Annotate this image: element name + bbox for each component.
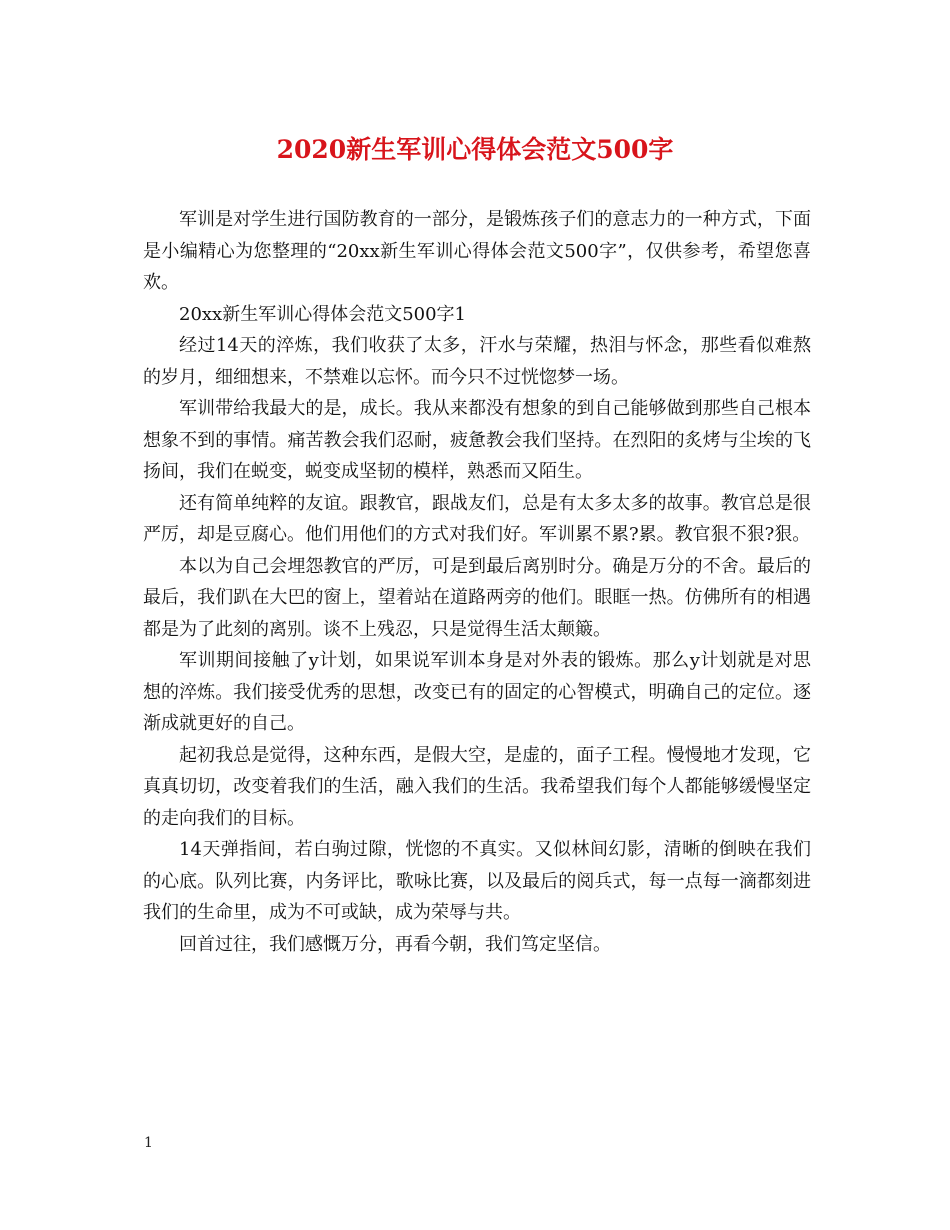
paragraph: 本以为自己会埋怨教官的严厉，可是到最后离别时分。确是万分的不舍。最后的最后，我们趴在大巴的窗上，望着站在道路两旁的他们。眼眶一热。仿佛所有的相遇都是为了此刻的离别。谈不上残忍，只是觉得生活太颠簸。: [143, 555, 811, 640]
paragraph: 军训期间接触了y计划，如果说军训本身是对外表的锻炼。那么y计划就是对思想的淬炼。我们接受优秀的思想，改变已有的固定的心智模式，明确自己的定位。逐渐成就更好的自己。: [143, 650, 811, 734]
document-body: [143, 204, 811, 960]
paragraph: 还有简单纯粹的友谊。跟教官，跟战友们，总是有太多太多的故事。教官总是很严厉，却是豆腐心。他们用他们的方式对我们好。军训累不累?累。教官狠不狠?狠。: [143, 492, 811, 545]
page-number: 1: [144, 1135, 153, 1151]
paragraph-subheading: 20xx新生军训心得体会范文500字1: [179, 303, 467, 325]
paragraph: 回首过往，我们感慨万分，再看今朝，我们笃定坚信。: [179, 933, 611, 955]
paragraph: 14天弹指间，若白驹过隙，恍惚的不真实。又似林间幻影，清晰的倒映在我们的心底。队列比赛，内务评比，歌咏比赛，以及最后的阅兵式，每一点每一滴都刻进我们的生命里，成为不可或缺，成为荣辱与共。: [143, 839, 811, 923]
paragraph-intro: 军训是对学生进行国防教育的一部分，是锻炼孩子们的意志力的一种方式，下面是小编精心为您整理的“20xx新生军训心得体会范文500字”，仅供参考，希望您喜欢。: [143, 209, 811, 293]
paragraph: 军训带给我最大的是，成长。我从来都没有想象的到自己能够做到那些自己根本想象不到的事情。痛苦教会我们忍耐，疲惫教会我们坚持。在烈阳的炙烤与尘埃的飞扬间，我们在蜕变，蜕变成坚韧的模样，熟悉而又陌生。: [143, 398, 811, 482]
paragraph: 经过14天的淬炼，我们收获了太多，汗水与荣耀，热泪与怀念，那些看似难熬的岁月，细细想来，不禁难以忘怀。而今只不过恍惚梦一场。: [143, 335, 811, 388]
paragraph: 起初我总是觉得，这种东西，是假大空，是虚的，面子工程。慢慢地才发现，它真真切切，改变着我们的生活，融入我们的生活。我希望我们每个人都能够缓慢坚定的走向我们的目标。: [143, 744, 811, 829]
document-title: 2020新生军训心得体会范文500字: [276, 135, 674, 164]
